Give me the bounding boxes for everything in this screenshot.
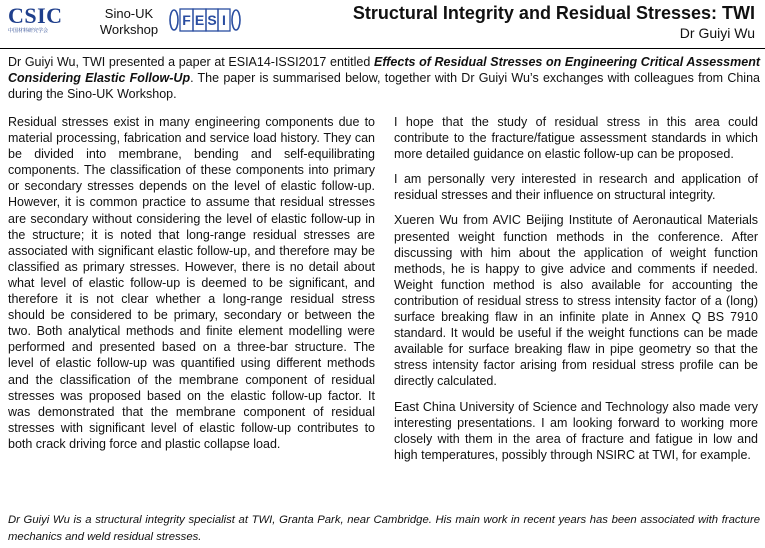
event-name-line1: Sino-UK — [104, 6, 154, 21]
csic-logo-subtitle: 中国材料研究学会 — [8, 28, 49, 34]
author-name: Dr Guiyi Wu — [679, 25, 755, 41]
page-title: Structural Integrity and Residual Stresses: TWI — [352, 3, 755, 23]
svg-text:F: F — [182, 12, 191, 28]
svg-text:S: S — [207, 12, 217, 28]
paragraph-east-china: East China University of Science and Technology also made very interesting presentations. I am looking forward to working more closely with them in the area of fracture and fatigue in low and high temperatures, possibly through NSIRC at TWI, for example. — [394, 399, 758, 462]
left-column — [8, 114, 375, 461]
fesi-logo — [168, 8, 242, 32]
paragraph-hope: I hope that the study of residual stress in this area could contribute to the fracture/fatigue assessment standards in which more detailed guidance on elastic follow-up can be proposed. — [394, 115, 758, 162]
right-column — [394, 114, 758, 472]
header — [0, 0, 765, 50]
intro-text-before: Dr Guiyi Wu, TWI presented a paper at ESIA14-ISSI2017 entitled — [8, 55, 374, 69]
csic-logo-text: CSIC — [8, 3, 63, 28]
paragraph-interest: I am personally very interested in research and application of residual stresses and their influence on structural integrity. — [394, 172, 758, 203]
intro-paragraph — [8, 54, 760, 103]
title-block — [353, 2, 755, 42]
intro-text-after: . The paper is summarised below, together with Dr Guiyi Wu’s exchanges with colleagues from China during the Sino-UK Workshop. — [8, 71, 760, 102]
csic-logo — [8, 4, 70, 40]
svg-text:E: E — [194, 12, 205, 28]
header-divider — [0, 48, 765, 49]
paragraph-residual-stresses: Residual stresses exist in many engineering components due to material processing, fabrication and service load history. They can be divided into membrane, bending and self-equilibrating components. The classification of these components into primary or secondary stresses depends on the level of elastic follow-up. However, it is common practice to assume that residual stresses are secondary without considering the level of elastic follow-up in the structure; it is noted that long-range residual stresses are associated with significant elastic follow-up, and therefore may be classified as primary stresses. However, there is no detail about what level of elastic follow-up is deemed to be significant, and therefore it is not clear whether a long-range residual stress should be considered to be primary, secondary or between the two. Both analytical methods and finite element modelling were performed and presented based on a three-bar structure. The level of elastic follow-up was quantified using different methods and the classification of the membrane component of residual stresses was proposed based on the elastic follow-up factor. It was demonstrated that the membrane component of residual stresses with significant level of elastic follow-up contributes to both crack driving force and plastic collapse load. — [8, 115, 375, 451]
event-name — [96, 6, 162, 38]
paragraph-weight-function: Xueren Wu from AVIC Beijing Institute of Aeronautical Materials presented weight function methods in the conference. After discussing with him about the application of weight function methods, he is happy to give advice and comments if needed. Weight function method is also available for accounting the contribution of residual stress to stress intensity factor of a (long) surface breaking flaw in an infinite plate in Annex Q BS 7910 standard. It would be useful if the weight functions can be made available for surface breaking flaw in pipe geometry so that the stress intensity factor arising from residual stress profile can be directly calculated. — [394, 213, 758, 389]
fesi-logo-graphic — [168, 8, 242, 32]
paper-title: Effects of Residual Stresses on Engineering Critical Assessment Considering Elastic Follow-Up — [8, 55, 761, 86]
event-name-line2: Workshop — [99, 22, 159, 37]
svg-text:I: I — [222, 12, 226, 28]
author-bio: Dr Guiyi Wu is a structural integrity specialist at TWI, Granta Park, near Cambridge. His main work in recent years has been associated with fracture mechanics and weld residual stresses. — [8, 514, 760, 543]
